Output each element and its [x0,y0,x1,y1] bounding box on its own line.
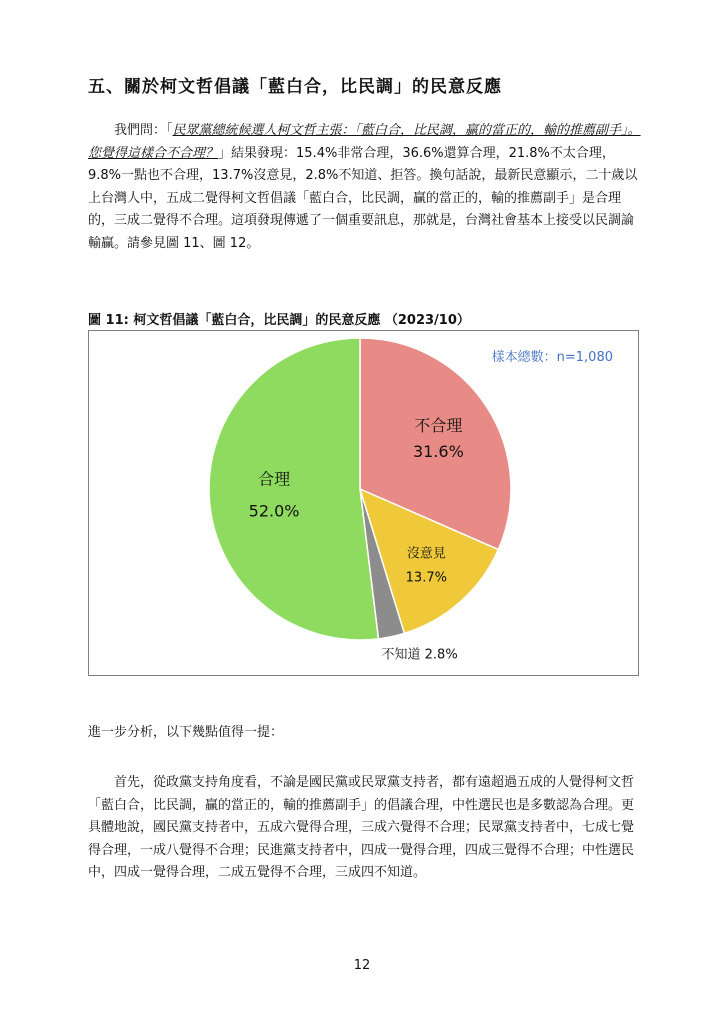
sample-size-note: 樣本總數：n=1,080 [491,350,613,365]
slice-value-4: 52.0% [248,501,300,521]
slice-name-2: 沒意見 [406,546,446,562]
paragraph-intro: 我們問：「 [114,123,173,138]
pie-chart-frame [88,330,639,676]
slice-label-3: 不知道 2.8% [381,647,458,663]
slice-value-1: 31.6% [412,441,464,461]
pie-slice-4 [209,338,378,640]
survey-question: 民眾黨總統候選人柯文哲主張：「藍白合，比民調，贏的當正的，輸的推薦副手」。您覺得這樣合不合理？ [88,123,641,161]
paragraph-results: 」結果發現：15.4%非常合理，36.6%還算合理，21.8%不太合理，9.8%一點也不合理，13.7%沒意見，2.8%不知道、拒答。換句話說，最新民意顯示，二十歲以上台灣人中，五成二覺得柯文哲倡議「藍白合，比民調，贏的當正的，輸的推薦副手」是合理的，三成二覺得不合理。這項發現傳遞了一個重要訊息，那就是，台灣社會基本上接受以民調論輸贏。請參見圖 11、圖 12。 [88,145,638,251]
figure-caption: 圖 11: 柯文哲倡議「藍白合，比民調」的民意反應 （2023/10） [88,313,470,328]
page-number: 12 [353,958,371,973]
paragraph-further-analysis [88,722,644,745]
further-analysis-text: 進一步分析，以下幾點值得一提： [88,725,284,740]
section-title: 五、關於柯文哲倡議「藍白合，比民調」的民意反應 [88,77,502,97]
paragraph-question-results [88,120,644,255]
slice-value-2: 13.7% [405,570,447,586]
slice-name-1: 不合理 [414,415,463,435]
paragraph-party-analysis [88,772,644,885]
slice-name-4: 合理 [258,469,291,489]
pie-chart [89,331,640,677]
party-analysis-text: 首先，從政黨支持角度看，不論是國民黨或民眾黨支持者，都有遠超過五成的人覺得柯文哲「藍白合，比民調，贏的當正的，輸的推薦副手」的倡議合理，中性選民也是多數認為合理。更具體地說，國民黨支持者中，五成六覺得合理，三成六覺得不合理；民眾黨支持者中，七成七覺得合理，一成八覺得不合理；民進黨支持者中，四成一覺得合理，四成三覺得不合理；中性選民中，四成一覺得合理，二成五覺得不合理，三成四不知道。 [88,775,635,880]
